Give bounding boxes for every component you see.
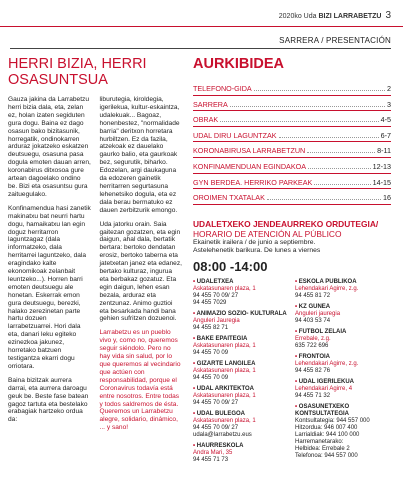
office-name: • OSASUNETXEKO KONTSULTATEGIA bbox=[295, 403, 350, 417]
toc-item[interactable]: KORONABIRUSA LARRABETZUN 8-11 bbox=[193, 142, 391, 158]
office-extra: 94 455 7029 bbox=[193, 299, 227, 306]
intro-article bbox=[8, 56, 183, 438]
running-header bbox=[279, 10, 391, 21]
office-address: Anguleri jauregia bbox=[295, 310, 341, 317]
office-column-left bbox=[193, 279, 289, 468]
office-entry bbox=[295, 379, 391, 400]
article-column-2 bbox=[100, 96, 184, 438]
bullet-icon: • bbox=[295, 353, 299, 360]
bullet-icon: • bbox=[193, 442, 197, 449]
office-name: • UDAL BULEGOA bbox=[193, 410, 246, 417]
office-name: • GIZARTE LANGILEA bbox=[193, 360, 256, 367]
office-extra: Helbidea: Errebale 2 bbox=[295, 445, 350, 452]
office-extra: Hitzordua: 946 007 400 bbox=[295, 424, 358, 431]
office-phone: 635 722 696 bbox=[295, 342, 329, 349]
office-name: • HAURRESKOLA bbox=[193, 442, 244, 449]
office-address: Lehendakari Agirre, z.g. bbox=[295, 360, 359, 367]
office-phone: 94 455 82 71 bbox=[193, 324, 229, 331]
article-column-1 bbox=[8, 96, 92, 438]
header-rule bbox=[0, 26, 403, 27]
office-phone: 94 455 71 73 bbox=[193, 456, 229, 463]
office-extra: Larrialdiak: 944 100 000 bbox=[295, 431, 360, 438]
bullet-icon: • bbox=[295, 403, 299, 410]
toc-item[interactable]: KONFINAMENDUAN EGINDAKOA 12-13 bbox=[193, 158, 391, 174]
office-name: • FRONTOIA bbox=[295, 353, 331, 360]
section-label: SARRERA / PRESENTACIÓN bbox=[279, 36, 391, 45]
bullet-icon: • bbox=[193, 360, 197, 367]
paragraph: Uda jatorku orain. Saia gaitezan gozatzen, eta egin daigun, ahal dala, bertatik bertara: bertoko dendatan erosiz, bertoko taberna eta jatetxetan janez eta edanez, bertako kulturaz, ingurua eta berbakaz gozatuz. Eta egin daigun, lehen esan bezala, arduraz eta zentzunaz. Animo guztioi eta besarkada handi bana gehien sufritzen dozuenoi. bbox=[99, 220, 182, 323]
issue-label: 2020ko Uda bbox=[278, 13, 317, 20]
section-rule bbox=[10, 48, 391, 49]
bullet-icon: • bbox=[193, 278, 197, 285]
office-name: • FUTBOL ZELAIA bbox=[295, 328, 347, 335]
office-address: Askatasunaren plaza, 1 bbox=[193, 392, 256, 399]
toc-item[interactable]: OROIMEN TXATALAK 16 bbox=[193, 189, 391, 205]
bullet-icon: • bbox=[193, 335, 197, 342]
toc-item[interactable]: TELEFONO-GIDA 2 bbox=[193, 80, 391, 96]
office-entry bbox=[295, 329, 391, 350]
hours-period: Ekainetik irailera / de junio a septiembre. bbox=[193, 238, 316, 246]
office-name: • ESKOLA PUBLIKOA bbox=[295, 278, 357, 285]
office-name: • UDALETXEA bbox=[193, 278, 234, 285]
office-entry bbox=[193, 386, 289, 407]
office-entry bbox=[193, 336, 289, 357]
hours-time: 08:00 -14:00 bbox=[193, 258, 268, 274]
paragraph: Konfinamendua hasi zanetik makinatxu bat neurri hartu dogu, hamaikatxu lan egin doguz herritarron laguntzagaz (dala informatzeko, dala herritarrei laguntzeko, dala eragindako kalte ekonomikoak zelanbait leuntzeko...). Horren barri emoten deutsuegu ale honetan. Eskerrak emon gura deutsuegu, berezki, halako zerezinetan parte hartu dozuen larrabetzuarrei. Hori dala eta, danari leku egiteko ezinezkoa jakunez, horretako batzuen testigantza ekarri dogu orriotara. bbox=[8, 204, 91, 370]
bullet-icon: • bbox=[193, 310, 197, 317]
office-name: • UDAL IGERILEKUA bbox=[295, 378, 355, 385]
paragraph: liburutegia, kiroldegia, igerilekua, kultur-eskaintza, udalekuak... Bagoaz, honenbestez, "normalidade barria" deritxon horretara hurbiltzen. Ez da fazila, atzekoak ez dauelako gaurko balio, eta gaurkoak bez, segurutik, biharko. Edozelan, argi daukaguna da edozeren gainetik herritarren segurtasuna lehenetsiko dogula, eta ez dala berau bermatuko ez dauen zerbitzurik emongo. bbox=[99, 96, 180, 214]
toc-item[interactable]: UDAL DIRU LAGUNTZAK 6-7 bbox=[193, 127, 391, 143]
office-address: Lehendakari Agirre, z.g. bbox=[295, 285, 359, 292]
article-title: HERRI BIZIA, HERRI OSASUNTSUA bbox=[8, 56, 147, 88]
office-address: Anguleri Jauregia bbox=[193, 317, 240, 324]
bullet-icon: • bbox=[295, 278, 299, 285]
office-address: Errebale, z.g. bbox=[295, 335, 331, 342]
toc-item[interactable]: SARRERA 3 bbox=[193, 96, 391, 112]
table-of-contents bbox=[193, 80, 391, 205]
office-address: Andra Mari, 35 bbox=[193, 449, 233, 456]
office-extra: Telefonoa: 944 557 000 bbox=[295, 452, 358, 459]
toc-title: AURKIBIDEA bbox=[193, 56, 285, 72]
paragraph: Baina bizitzak aurrera darrai, eta aurrera daroagu geuk be. Beste fase batean gagoz tartuta eta bestelako erabagiak hartzeko ordua da: bbox=[8, 376, 89, 424]
office-entry bbox=[295, 304, 391, 325]
office-phone: 94 455 70 09 bbox=[193, 349, 229, 356]
office-address: Askatasunaren plaza, 1 bbox=[193, 417, 256, 424]
office-entry bbox=[295, 404, 391, 460]
publication-name: BIZI LARRABETZU bbox=[318, 13, 382, 20]
hours-subtitle: HORARIO DE ATENCIÓN AL PÚBLICO bbox=[193, 228, 342, 239]
office-column-right bbox=[295, 279, 391, 468]
bullet-icon: • bbox=[295, 378, 299, 385]
office-address: Askatasunaren plaza, 1 bbox=[193, 367, 256, 374]
office-phone: 94 403 53 74 bbox=[295, 317, 331, 324]
office-phone: 94 455 70 09/ 27 bbox=[193, 292, 239, 299]
bullet-icon: • bbox=[193, 410, 197, 417]
office-phone: 94 455 70 09 bbox=[193, 374, 229, 381]
bullet-icon: • bbox=[193, 385, 197, 392]
office-entry bbox=[193, 361, 289, 382]
office-phone: 94 455 81 72 bbox=[295, 292, 331, 299]
office-address: Askatasunaren plaza, 1 bbox=[193, 285, 256, 292]
office-phone: 94 455 70 09/ 27 bbox=[193, 399, 239, 406]
opening-hours bbox=[193, 219, 391, 274]
office-name: • ANIMAZIO SOZIO- KULTURALA bbox=[193, 310, 287, 317]
office-entry bbox=[295, 354, 391, 375]
bullet-icon: • bbox=[295, 328, 299, 335]
office-name: • UDAL ARKITEKTOA bbox=[193, 385, 255, 392]
office-address: Askatasunaren plaza, 1 bbox=[193, 342, 256, 349]
office-directory bbox=[193, 279, 391, 468]
paragraph: Gauza jakina da Larrabetzu herri bizia dala, eta, zelan ez, holan izaten segiduten gura dogu. Baina ez dago osasun bako bizitasunik, horregatik, ondinokarren arduraz jokatzeko eskatzen deutsuegu, osasuna pasa dogula emoten dauan arren, koronabirus ditxosoa gure artean dagoelako ondino be. Bizi eta osasuntsu gura zaituegulako. bbox=[8, 96, 91, 198]
toc-item[interactable]: GYN BERDEA. HERRIKO PARKEAK 14-15 bbox=[193, 174, 391, 190]
office-phone: 94 455 71 32 bbox=[295, 392, 331, 399]
office-address: Lehendakari Agirre, 4 bbox=[295, 385, 353, 392]
office-entry bbox=[193, 443, 289, 464]
office-entry bbox=[193, 311, 289, 332]
spanish-summary: Larrabetzu es un pueblo vivo y, como no, queremos seguir siéndolo. Pero no hay vida sin salud, por lo que queremos al vecindario que actúen con responsabilidad, porque el Coronavirus todavía está entre nosotros. Entre todas y todos saldremos de ésta. Queremos un Larrabetzu alegre, solidario, dinámico, ... y sano! bbox=[99, 329, 181, 432]
page-number: 3 bbox=[385, 10, 391, 21]
office-extra: udala@larrabetzu.eus bbox=[193, 431, 252, 438]
office-phone: 94 455 70 09/ 27 bbox=[193, 424, 239, 431]
office-entry bbox=[193, 279, 289, 307]
hours-days: Astelehenetik barikura. De lunes a viernes bbox=[193, 246, 321, 254]
office-name: • BAKE EPAITEGIA bbox=[193, 335, 248, 342]
hours-title: UDALETXEKO JENDEAURREKO ORDUTEGIA/ bbox=[193, 218, 379, 229]
bullet-icon: • bbox=[295, 303, 299, 310]
office-entry bbox=[193, 411, 289, 439]
office-extra: Harremanetarako: bbox=[295, 438, 344, 445]
office-name: • KZ GUNEA bbox=[295, 303, 331, 310]
toc-item[interactable]: OBRAK 4-5 bbox=[193, 111, 391, 127]
contents-panel bbox=[193, 56, 391, 468]
office-phone: Kontsultategia: 944 557 000 bbox=[295, 417, 370, 424]
office-entry bbox=[295, 279, 391, 300]
office-phone: 94 455 82 76 bbox=[295, 367, 331, 374]
